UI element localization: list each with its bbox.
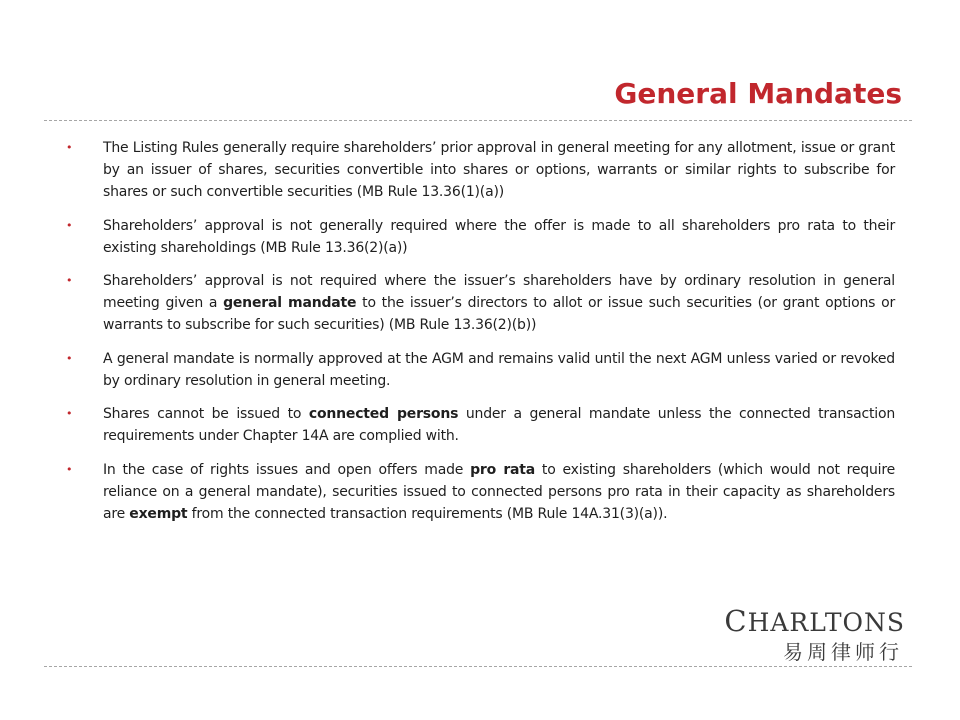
bullet-text: Shareholders’ approval is not required where the issuer’s shareholders have by ordinary resolution in general meeting given a general mandate to the issuer’s directors to allot or issue such securities (or grant options or warrants to subscribe for such securities) (MB Rule 13.36(2)(b)) bbox=[103, 273, 896, 333]
bullet-text: Shareholders’ approval is not generally required where the offer is made to all shareholders pro rata to their existing shareholdings (MB Rule 13.36(2)(a)) bbox=[103, 217, 895, 256]
bullet-text: Shares cannot be issued to connected persons under a general mandate unless the connected transaction requirements under Chapter 14A are complied with. bbox=[103, 406, 896, 444]
bullet-dot: • bbox=[66, 351, 73, 365]
logo-wordmark: CHARLTONS bbox=[724, 604, 905, 638]
bullet-item bbox=[66, 215, 895, 259]
bullet-dot: • bbox=[66, 407, 73, 420]
emphasis-general-mandate: general mandate bbox=[223, 295, 357, 311]
bullet-item bbox=[66, 137, 895, 203]
bullet-dot: • bbox=[66, 218, 73, 232]
emphasis-connected-persons: connected persons bbox=[308, 406, 459, 422]
bullet-text: The Listing Rules generally require shareholders’ prior approval in general meeting for any allotment, issue or grant by an issuer of shares, securities convertible into shares or options, warrants or similar rights to subscribe for shares or such convertible securities (MB Rule 13.36(1)(a)) bbox=[103, 140, 895, 200]
slide-title: General Mandates bbox=[614, 77, 902, 110]
bullet-text: In the case of rights issues and open offers made pro rata to existing shareholders (which would not require reliance on a general mandate), securities issued to connected persons pro rata in their capacity as shareholders are exempt from the connected transaction requirements (MB Rule 14A.31(3)(a)). bbox=[103, 461, 896, 522]
emphasis-pro-rata: pro rata bbox=[470, 461, 536, 478]
bullet-item bbox=[66, 348, 895, 392]
bullet-dot: • bbox=[66, 274, 73, 287]
top-divider bbox=[44, 120, 912, 121]
bottom-divider bbox=[44, 666, 912, 667]
bullet-item bbox=[66, 459, 895, 525]
bullet-item bbox=[66, 403, 895, 447]
logo-chinese-name: 易周律师行 bbox=[783, 640, 903, 664]
bullet-list bbox=[66, 137, 895, 536]
bullet-dot: • bbox=[66, 462, 73, 476]
emphasis-exempt: exempt bbox=[129, 505, 188, 522]
charltons-logo bbox=[724, 606, 905, 666]
bullet-dot: • bbox=[66, 141, 73, 154]
bullet-text: A general mandate is normally approved at the AGM and remains valid until the next AGM unless varied or revoked by ordinary resolution in general meeting. bbox=[103, 350, 895, 389]
bullet-item bbox=[66, 270, 895, 336]
